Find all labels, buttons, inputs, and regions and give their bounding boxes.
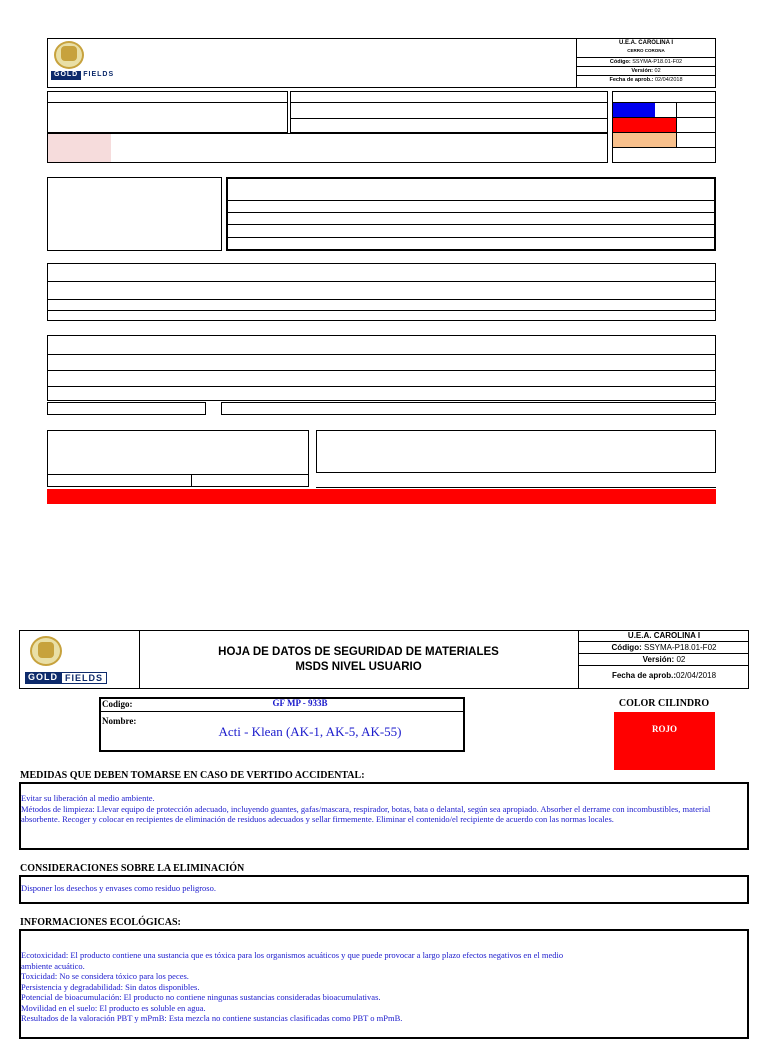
page1-name-box — [290, 91, 608, 133]
vertido-title: MEDIDAS QUE DEBEN TOMARSE EN CASO DE VERTIDO ACCIDENTAL: — [20, 770, 365, 781]
codigo-label: Codigo: — [102, 699, 133, 709]
page2-unit: U.E.A. CAROLINA I — [627, 631, 701, 640]
color-cilindro-swatch: ROJO — [614, 712, 715, 770]
page1-block5 — [47, 335, 716, 401]
page1-date-row: Fecha de aprob.: 02/04/2018 — [609, 77, 683, 83]
page2-version-row: Versión: 02 — [642, 655, 686, 664]
page1-subunit: CERRO CORONA — [627, 48, 665, 53]
color-cilindro-label: COLOR CILINDRO — [618, 698, 710, 709]
page2-gold-fields-logo: GOLD FIELDS — [25, 636, 135, 686]
page1-right-box — [226, 177, 716, 251]
page1-block6-right — [316, 430, 716, 473]
swatch-red — [613, 118, 676, 132]
page1-small-left — [47, 402, 206, 415]
eliminacion-text: Disponer los desechos y envases como residuo peligroso. — [21, 883, 216, 893]
page1-small-right — [221, 402, 716, 415]
page1-code-row: Código: SSYMA-P18.01-F02 — [609, 59, 683, 65]
swatch-peach — [613, 133, 676, 147]
eliminacion-title: CONSIDERACIONES SOBRE LA ELIMINACIÓN — [20, 863, 245, 874]
page1-version-row: Versión: 02 — [631, 68, 661, 74]
ecologicas-title: INFORMACIONES ECOLÓGICAS: — [20, 917, 181, 928]
page1-red-bar — [47, 489, 716, 504]
vertido-text: Evitar su liberación al medio ambiente. Métodos de limpieza: Llevar equipo de protección adecuado, incluyendo guantes, gafas/mascara, respirador, botas, bata o delantal, según sea apropiado. Absorber el derrame con incombustibles, material absorbente. Recoger y colocar en recipientes de eliminación de residuos adecuados y sellar firmemente. Eliminar el contenido/el recipiente de acuerdo con las normas locales. — [21, 793, 711, 824]
page2-title: HOJA DE DATOS DE SEGURIDAD DE MATERIALES MSDS NIVEL USUARIO — [218, 646, 499, 673]
page1-left-box — [47, 177, 222, 251]
page1-wide-row — [47, 133, 608, 163]
page1-pink-cell — [48, 134, 111, 162]
ecologicas-text: Ecotoxicidad: El producto contiene una sustancia que es tóxica para los organismos acuáticos y que puede provocar a largo plazo efectos negativos en el medio ambiente acuático. Toxicidad: No se considera tóxico para los peces. Persistencia y degradabilidad: Sin datos disponibles. Potencial de bioacumulación: El producto no contiene ningunas sustancias consideradas bioacumulativas. Movilidad en el suelo: El producto es soluble en agua. Resultados de la valoración PBT y mPmB: Esta mezcla no contiene sustancias clasificadas como PBT o mPmB. — [21, 950, 564, 1023]
page2-code-row: Código: SSYMA-P18.01-F02 — [611, 643, 717, 652]
page1-unit: U.E.A. CAROLINA I — [618, 40, 674, 46]
page1-block6-left — [47, 430, 309, 487]
codigo-value: GF MP - 933B — [272, 698, 328, 708]
page1-block4 — [47, 263, 716, 321]
page2-date-row: Fecha de aprob.:02/04/2018 — [611, 671, 717, 680]
nombre-label: Nombre: — [102, 716, 137, 726]
swatch-blue — [613, 103, 655, 117]
page1-code-box — [47, 91, 288, 133]
nombre-value: Acti - Klean (AK-1, AK-5, AK-55) — [218, 724, 402, 739]
gold-fields-logo: GOLD FIELDS — [51, 41, 133, 83]
